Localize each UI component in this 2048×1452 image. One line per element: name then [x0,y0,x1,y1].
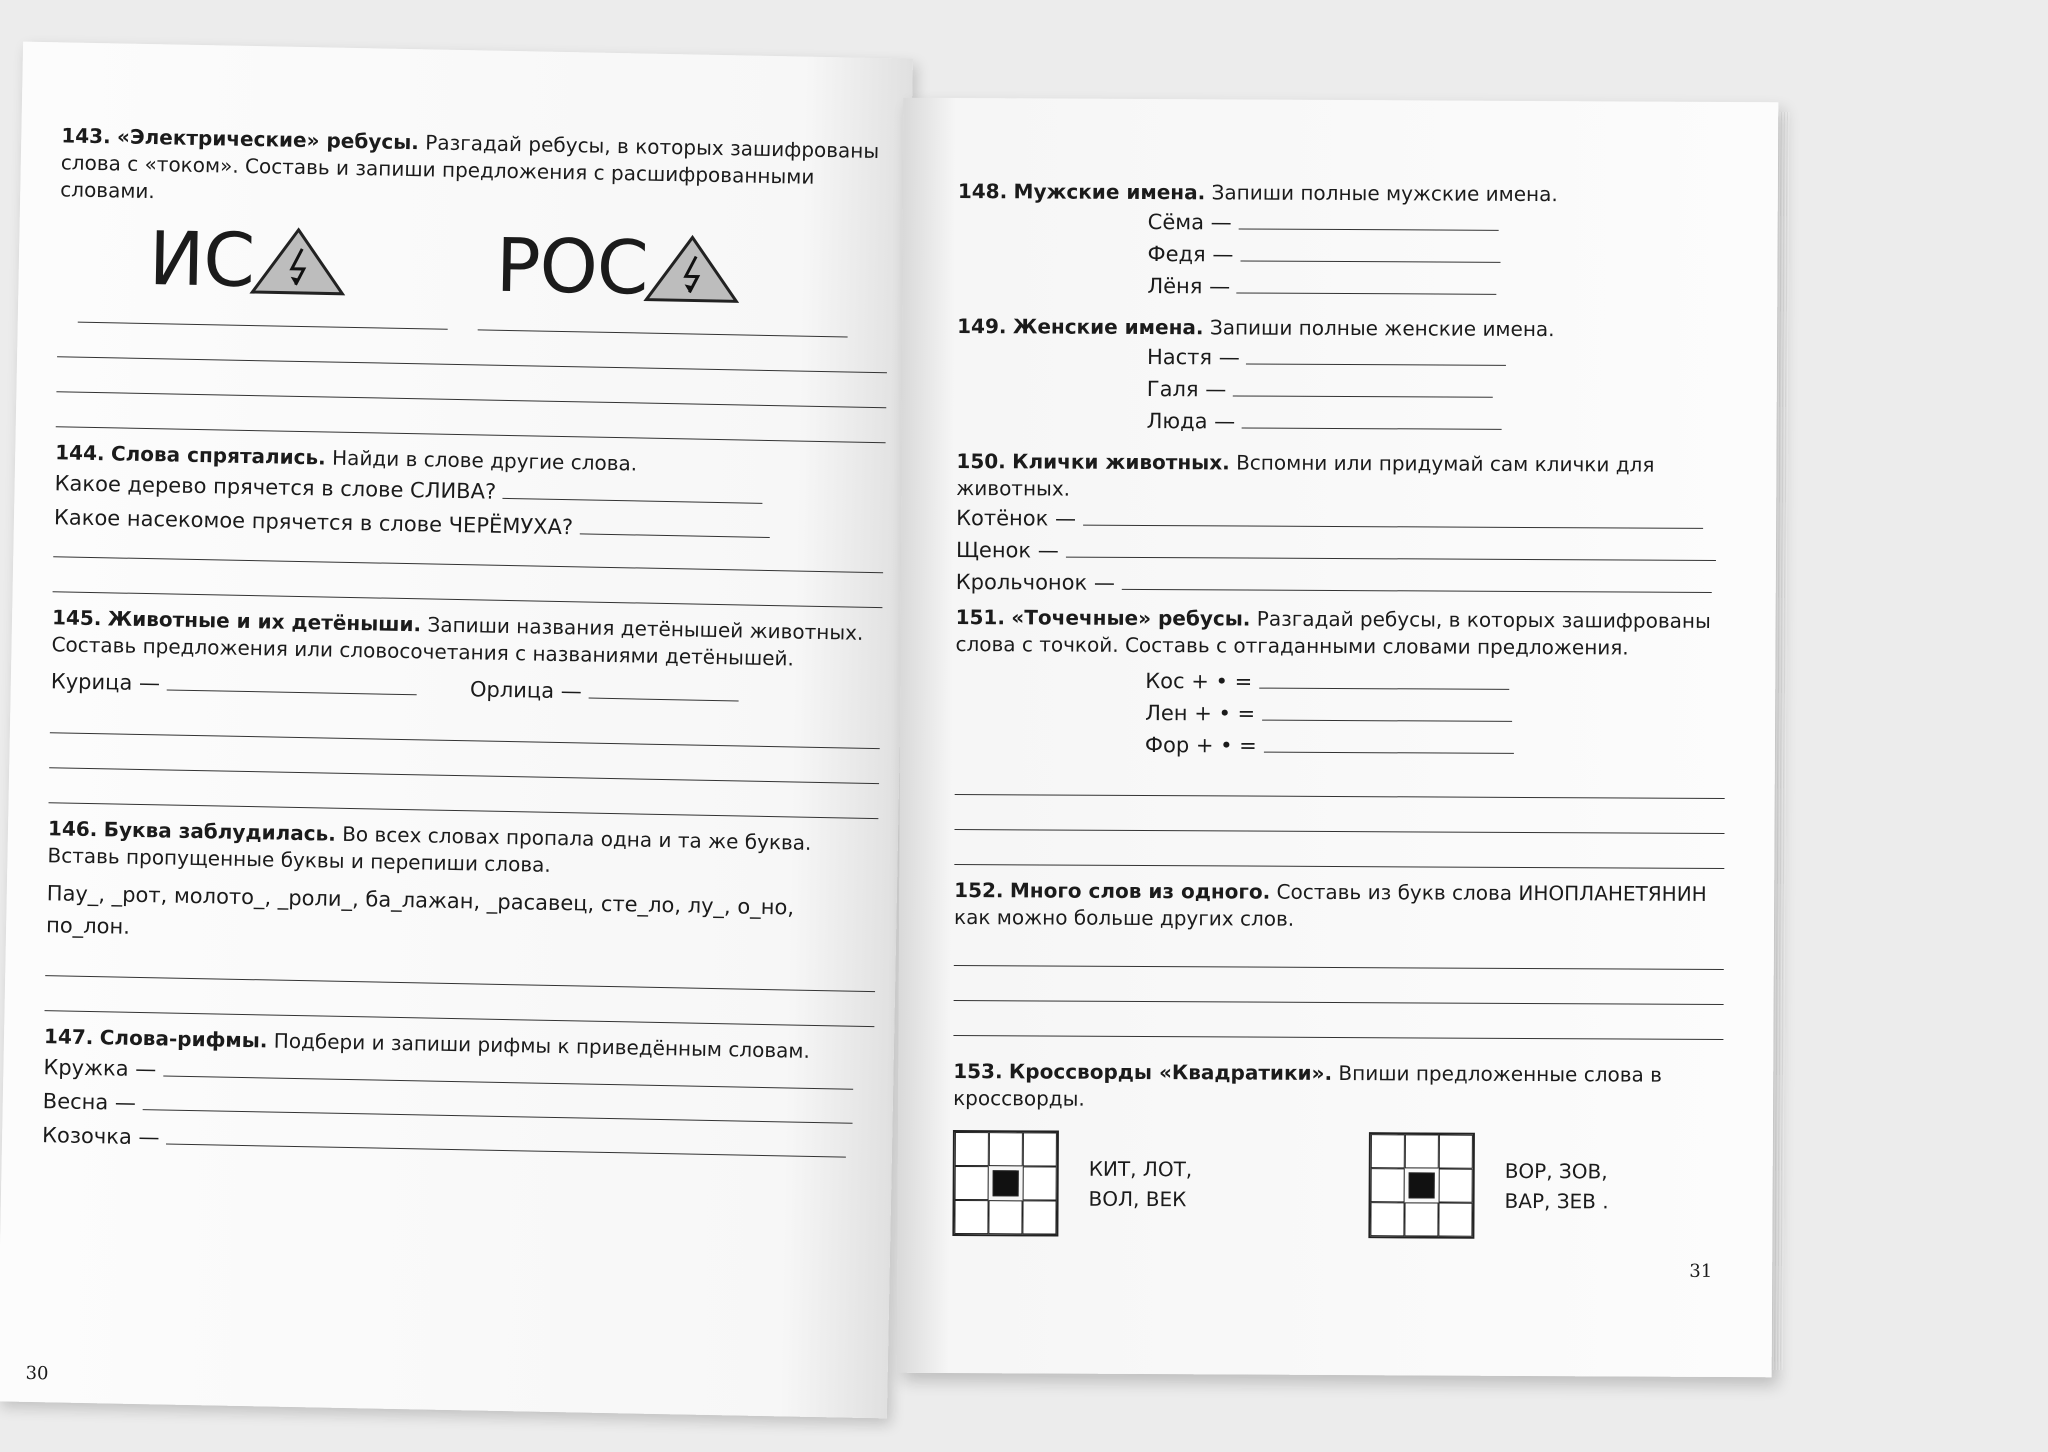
answer-line[interactable] [1242,407,1502,429]
crossword-grid[interactable] [1368,1132,1475,1239]
exercise-149 [957,313,1727,344]
animal-label: Курица — [50,669,161,696]
exercise-number: 146. [47,816,98,842]
dot-rebuses [955,664,1725,764]
answer-line[interactable] [954,966,1724,1005]
exercise-text: Запиши полные женские имена. [1209,315,1555,342]
question-text: Какое насекомое прячется в слове ЧЕРЁМУХА? [53,505,574,540]
name-label: Люда — [1146,408,1236,434]
animal-label: Орлица — [469,677,582,704]
exercise-number: 143. [61,123,111,149]
exercise-number: 150. [956,449,1006,474]
name-label: Лёня — [1147,273,1231,299]
exercise-title: «Электрические» ребусы. [116,124,420,155]
pet-label: Щенок — [955,537,1059,563]
exercise-number: 145. [51,605,102,631]
exercise-title: Много слов из одного. [1009,878,1271,904]
rhyme-word: Весна — [42,1089,137,1115]
right-page [897,98,1779,1378]
answer-line[interactable] [167,669,417,695]
exercise-text: Вспомни или придумай сам клички для животных. [956,450,1655,501]
crossword-words [1089,1154,1259,1215]
exercise-text: Разгадай ребусы, в которых зашифрованы слова с точкой. Составь с отгаданными словами предложения. [955,606,1711,660]
exercise-text: Разгадай ребусы, в которых зашифрованы слова с «током». Составь и запиши предложения с расшифрованными словами. [60,130,880,204]
exercise-title: Кроссворды «Квадратики». [1008,1059,1333,1085]
dot-rebus: Лен + • = [1145,700,1256,726]
rebus-2 [495,222,740,312]
exercise-title: Женские имена. [1012,314,1204,340]
answer-line[interactable] [955,795,1725,834]
answer-line[interactable] [953,1001,1723,1040]
exercise-title: Слова спрятались. [110,441,327,470]
crossword-words [1504,1156,1674,1217]
exercise-148 [958,178,1728,209]
high-voltage-icon [249,226,346,298]
name-label: Сёма — [1147,209,1232,235]
answer-line[interactable] [1259,668,1509,690]
answer-line[interactable] [503,478,763,504]
exercise-title: Клички животных. [1012,449,1230,475]
exercise-title: Мужские имена. [1013,179,1206,205]
female-names [957,340,1727,440]
exercise-number: 151. [955,604,1006,630]
male-names [957,205,1727,305]
high-voltage-icon [643,234,740,306]
exercise-text: Запиши названия детёнышей животных. Составь предложения или словосочетания с названиями детёнышей. [51,612,864,671]
exercise-text: Впиши предложенные слова в кроссворды. [953,1061,1663,1111]
answer-line[interactable] [588,678,738,702]
exercise-number: 147. [43,1024,94,1050]
pet-row [956,534,1726,570]
exercise-title: Буква заблудилась. [103,817,337,846]
pet-label: Крольчонок — [955,569,1115,595]
crossword-word-line: ВОР, ЗОВ, [1504,1158,1608,1184]
crosswords [952,1130,1723,1240]
answer-line[interactable] [955,760,1725,799]
name-label: Настя — [1146,344,1240,370]
exercise-text: Составь из букв слова ИНОПЛАНЕТЯНИН как можно больше других слов. [953,879,1707,931]
answer-line[interactable] [1083,505,1703,529]
crossword-word-line: КИТ, ЛОТ, [1088,1156,1193,1182]
answer-line[interactable] [1122,569,1712,593]
exercise-153 [953,1058,1723,1116]
exercise-number: 149. [957,314,1007,339]
exercise-150 [956,448,1726,506]
exercise-text: Во всех словах пропала одна и та же буква. Вставь пропущенные буквы и перепиши слова. [47,821,812,877]
pet-row [956,566,1726,602]
answer-line[interactable] [1237,272,1497,294]
electric-rebuses [148,216,889,313]
dot-rebus: Кос + • = [1145,668,1253,694]
pet-row [956,502,1726,538]
exercise-title: Слова-рифмы. [99,1025,268,1053]
answer-line[interactable] [1238,208,1498,230]
rebus-1 [148,216,347,305]
exercise-number: 152. [954,877,1004,903]
answer-line[interactable] [1246,344,1506,366]
missing-letter-words: Пау_, _рот, молото_, _роли_, ба_лажан, _расавец, сте_ло, лу_, о_но, по_лон. [45,881,795,939]
exercise-number: 148. [957,179,1008,204]
pet-label: Котёнок — [956,506,1077,531]
exercise-text: Найди в слове другие слова. [331,445,638,476]
crossword-word-line: ВОЛ, ВЕК [1088,1186,1187,1212]
exercise-151 [955,604,1725,662]
exercise-text: Подбери и запиши рифмы к приведённым словам. [273,1028,811,1063]
exercise-title: «Точечные» ребусы. [1011,605,1251,631]
rhyme-word: Кружка — [43,1055,157,1082]
rebus-word: ИС [148,216,255,305]
name-label: Федя — [1147,241,1234,267]
crossword-grid[interactable] [952,1130,1059,1237]
answer-line[interactable] [954,830,1724,869]
exercise-title: Животные и их детёныши. [107,606,422,637]
left-page [0,42,913,1419]
name-label: Галя — [1146,376,1227,402]
exercise-number: 153. [953,1058,1003,1084]
answer-line[interactable] [580,513,770,538]
rebus-word: РОС [495,222,649,312]
answer-line[interactable] [1233,375,1493,397]
answer-line[interactable] [954,931,1724,970]
exercise-143 [60,122,891,219]
dot-rebus: Фор + • = [1144,732,1257,758]
question-text: Какое дерево прячется в слове СЛИВА? [54,471,497,504]
exercise-number: 144. [55,440,105,466]
answer-line[interactable] [1065,537,1715,561]
answer-line[interactable] [1263,732,1513,754]
exercise-152 [954,877,1724,935]
rhyme-word: Козочка — [41,1123,160,1150]
crossword-word-line: ВАР, ЗЕВ . [1504,1188,1609,1214]
answer-line[interactable] [1240,240,1500,262]
page-number: 30 [25,1362,49,1385]
answer-line[interactable] [1262,700,1512,722]
page-number: 31 [1689,1260,1713,1282]
exercise-text: Запиши полные мужские имена. [1211,180,1558,207]
